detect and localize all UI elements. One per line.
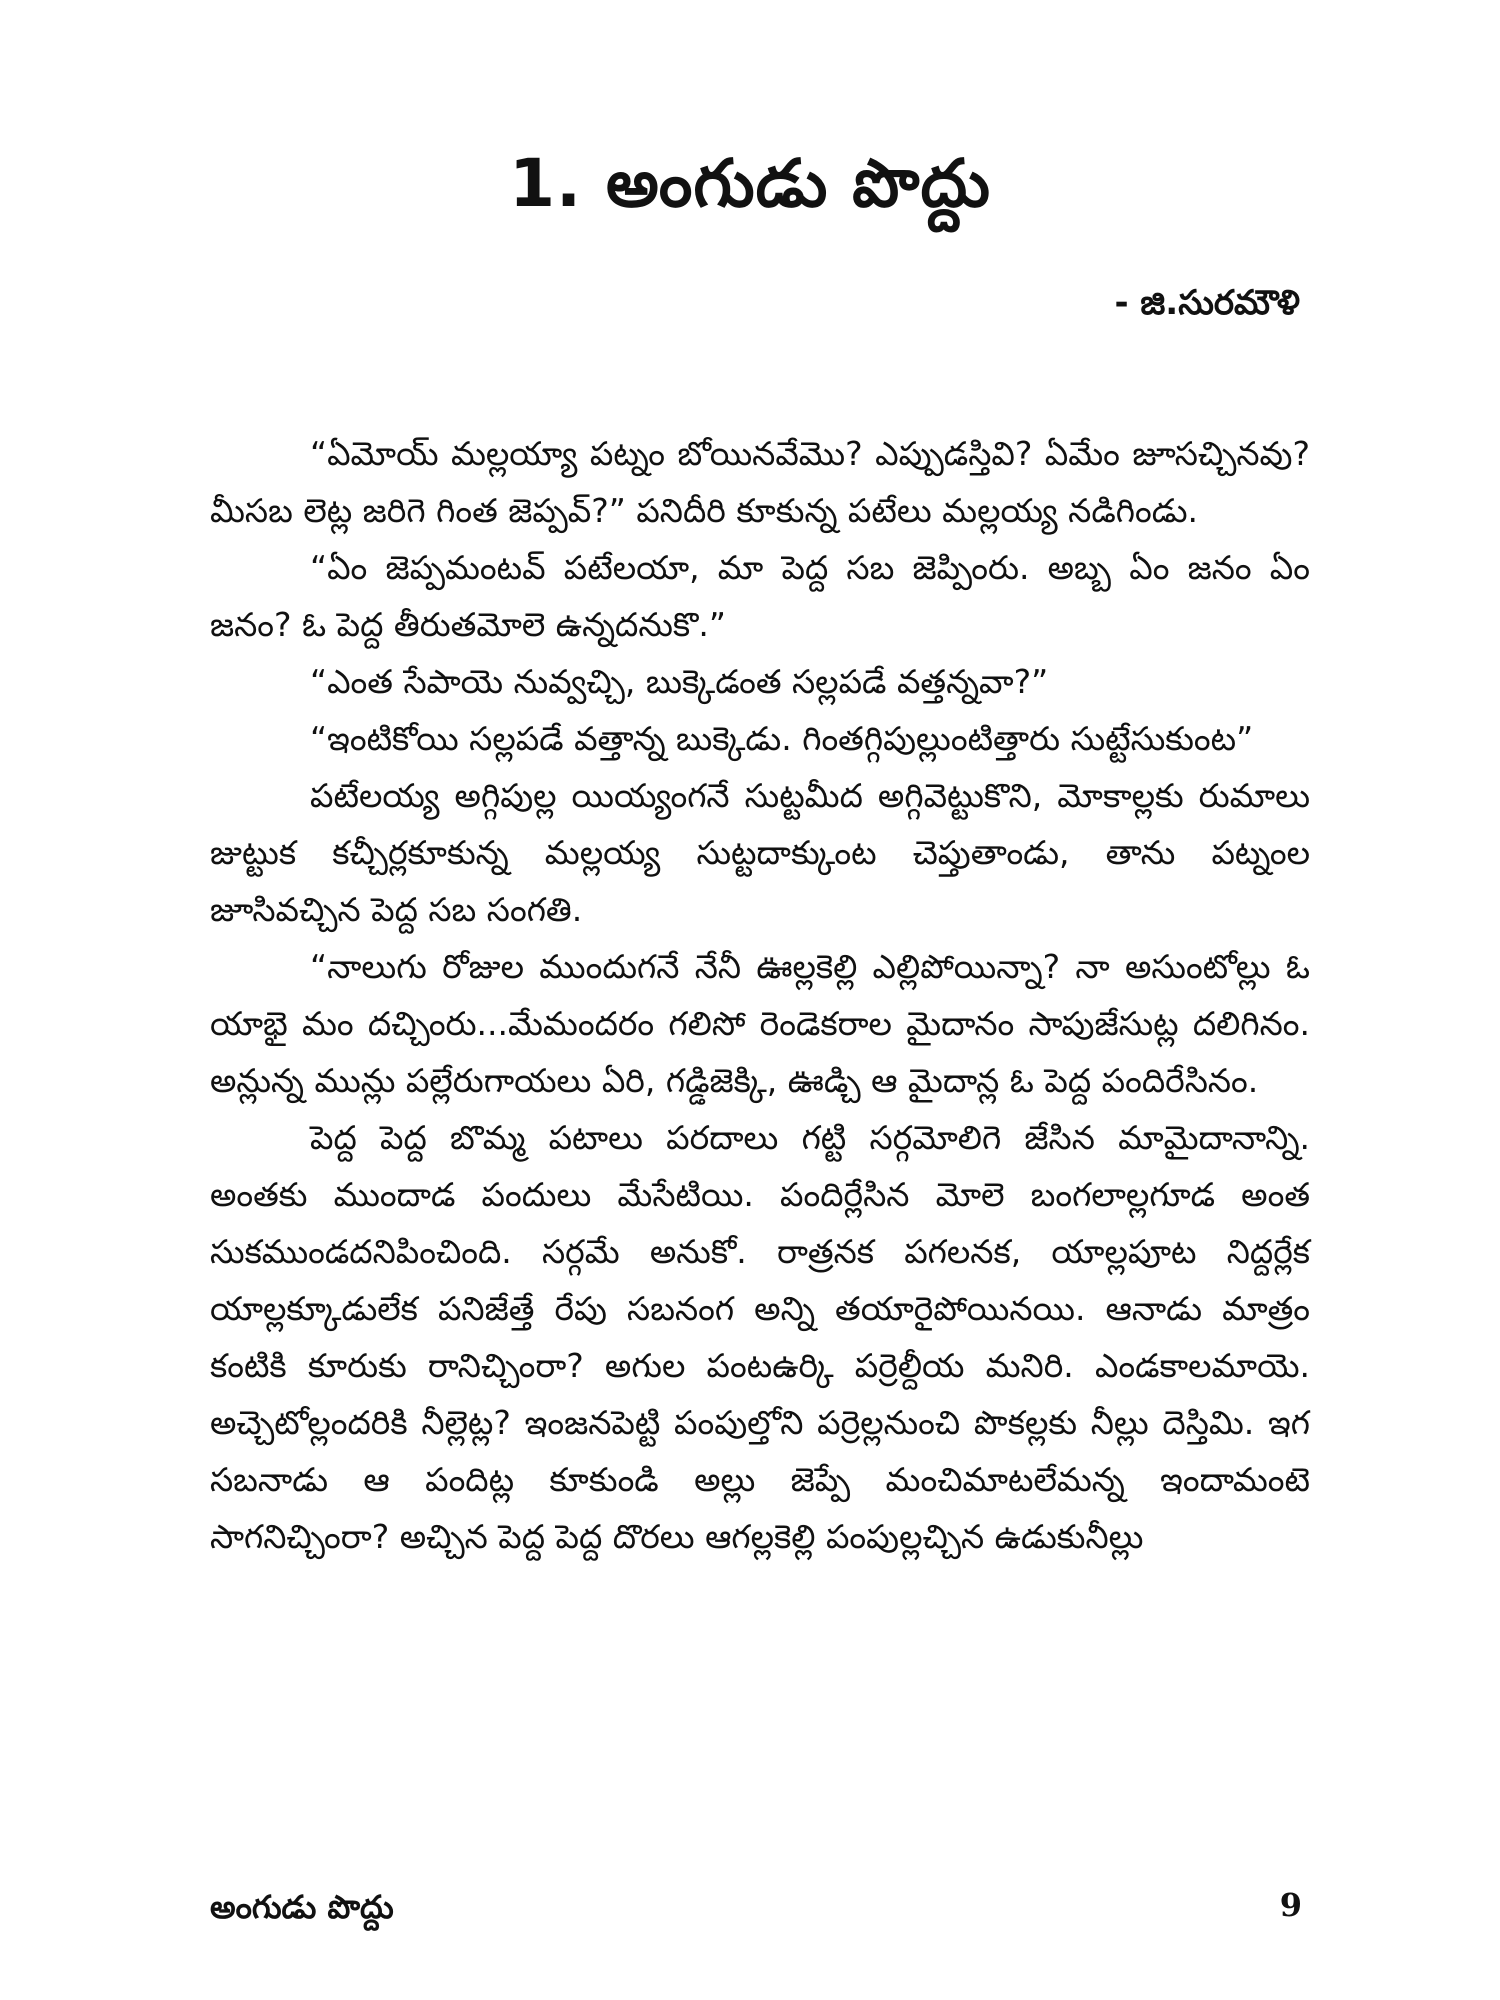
paragraph: “ఇంటికోయి సల్లపడే వత్తాన్న బుక్కెడు. గింతగ్గిపుల్లుంటిత్తారు సుట్టేసుకుంట” (310, 719, 1254, 758)
paragraph: “ఏం జెప్పమంటవ్ పటేలయా, మా పెద్ద సబ జెప్పింరు. అబ్బ ఏం జనం ఏం జనం? ఓ పెద్ద తీరుతమోలె ఉన్నదనుకొ.” (210, 548, 1310, 644)
paragraph: పెద్ద పెద్ద బొమ్మ పటాలు పరదాలు గట్టి సర్గమోలిగె జేసిన మామైదానాన్ని. అంతకు ముందాడ పందులు మేసేటియి. పందిర్లేసిన మోలె బంగలాల్లగూడ అంత సుకముండదనిపించింది. సర్గమే అనుకో. రాత్రనక పగలనక, యాల్లపూట నిద్దర్లేక యాల్లక్కూడులేక పనిజేత్తే రేపు సబనంగ అన్ని తయారైపోయినయి. ఆనాడు మాత్రం కంటికి కూరుకు రానిచ్చింరా? అగుల పంటఉర్కి పర్రెల్దీయ మనిరి. ఎండకాలమాయె. అచ్చెటోల్లందరికి నీల్లెట్ల? ఇంజనపెట్టి పంపుల్తోని పర్రెల్లనుంచి పొకల్లకు నీల్లు దెస్తిమి. ఇగ సబనాడు ఆ పందిట్ల కూకుండి అల్లు జెప్పే మంచిమాటలేమన్న ఇందామంటె సాగనిచ్చింరా? అచ్చిన పెద్ద పెద్ద దొరలు ఆగల్లకెల్లి పంపుల్లచ్చిన ఉడుకునీల్లు (210, 1118, 1310, 1556)
page-number: 9 (1279, 1886, 1302, 1924)
story-body (210, 425, 1310, 1565)
chapter-title: 1. అంగుడు పొద్దు (509, 145, 991, 222)
author-name: - జి.సురమౌళి (1114, 283, 1300, 323)
paragraph: “ఏమోయ్ మల్లయ్యా పట్నం బోయినవేమొ? ఎప్పుడస్తివి? ఏమేం జూసచ్చినవు? మీసబ లెట్ల జరిగె గింత జెప్పవ్?” పనిదీరి కూకున్న పటేలు మల్లయ్య నడిగిండు. (210, 434, 1310, 530)
paragraph: పటేలయ్య అగ్గిపుల్ల యియ్యంగనే సుట్టమీద అగ్గివెట్టుకొని, మోకాల్లకు రుమాలు జుట్టుక కచ్చీర్లకూకున్న మల్లయ్య సుట్టదాక్కుంట చెప్తుతాండు, తాను పట్నంల జూసివచ్చిన పెద్ద సబ సంగతి. (210, 776, 1310, 929)
paragraph: “ఎంత సేపాయె నువ్వచ్చి, బుక్కెడంత సల్లపడే వత్తన్నవా?” (310, 662, 1049, 701)
running-title: అంగుడు పొద్దు (210, 1888, 394, 1926)
paragraph: “నాలుగు రోజుల ముందుగనే నేనీ ఊల్లకెల్లి ఎల్లిపోయిన్నా? నా అసుంటోల్లు ఓ యాభై మం దచ్చింరు...మేమందరం గలిసో రెండెకరాల మైదానం సాపుజేసుట్ల దలిగినం. అన్లున్న మున్లు పల్లేరుగాయలు ఏరి, గడ్డిజెక్కి, ఊడ్చి ఆ మైదాన్ల ఓ పెద్ద పందిరేసినం. (210, 947, 1310, 1100)
